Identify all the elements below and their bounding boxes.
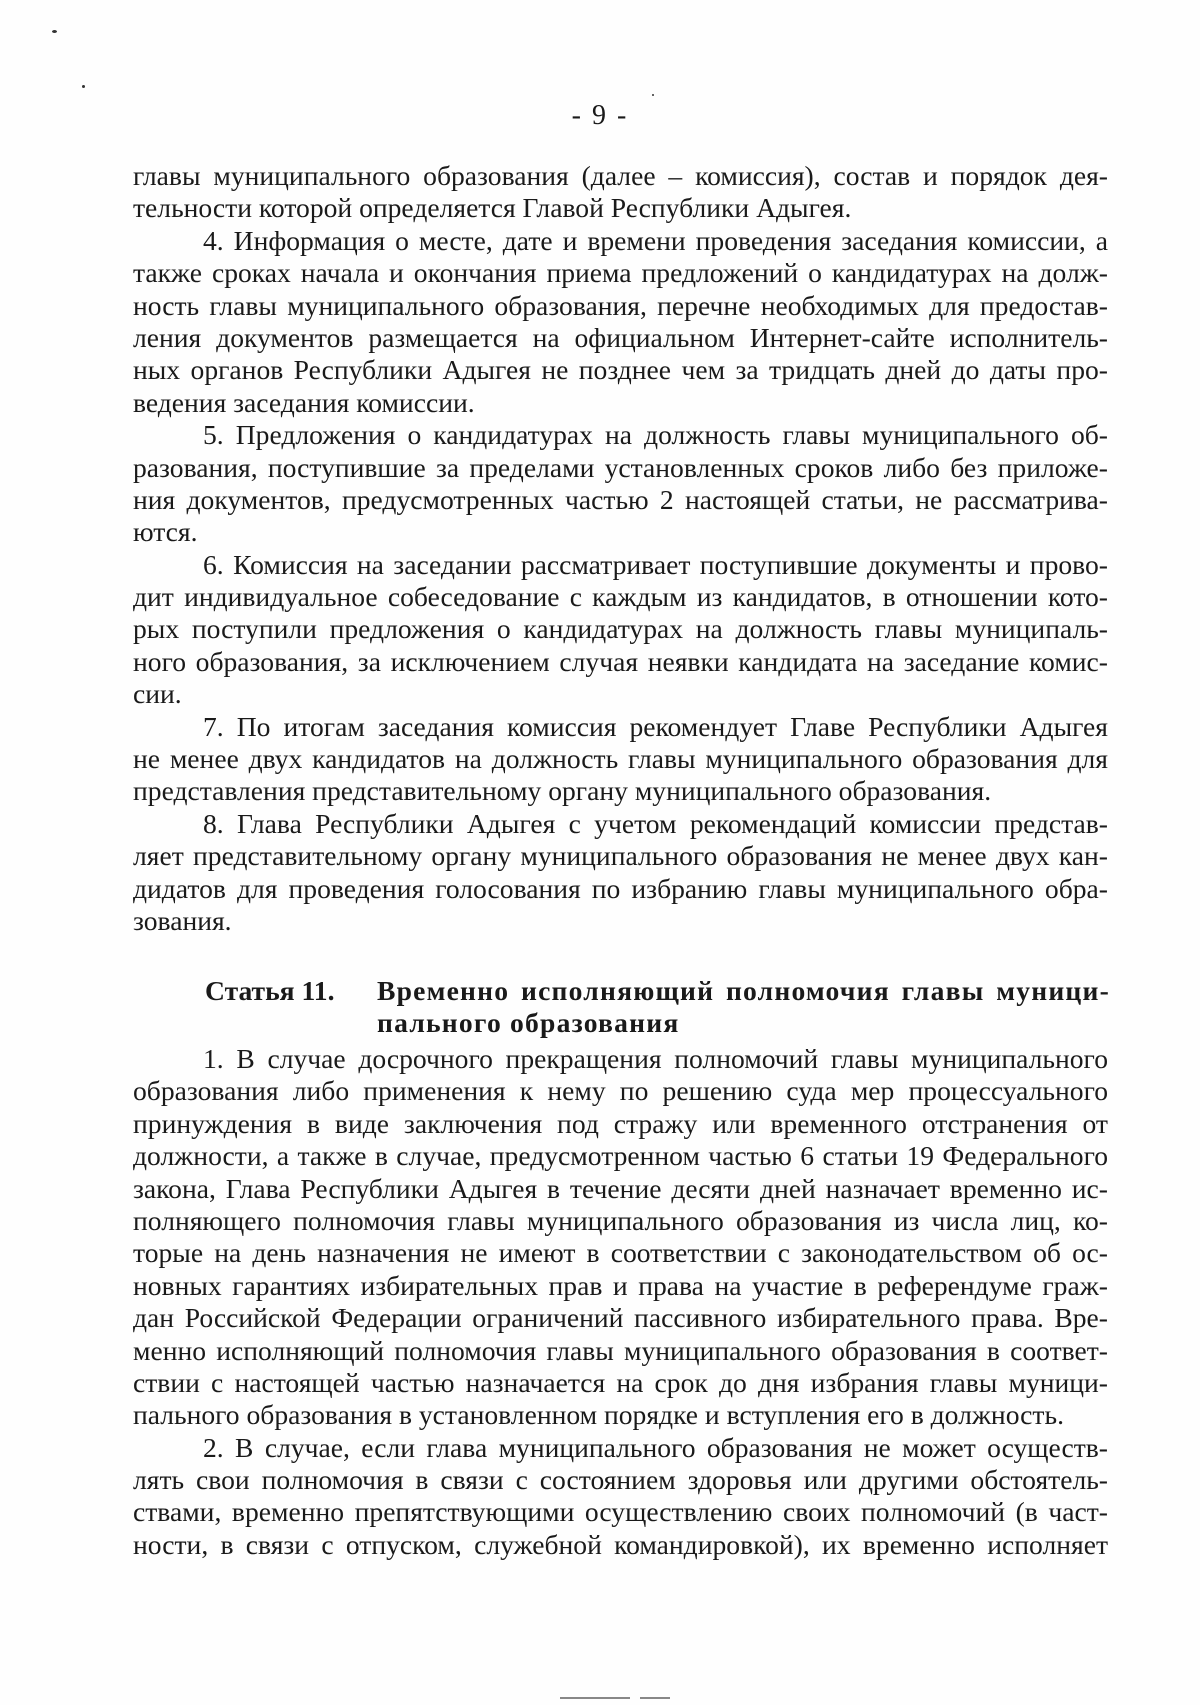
text-line: ного образования, за исключением случая неявки кандидата на заседание комис-: [133, 645, 1108, 677]
text-line: торые на день назначения не имеют в соответствии с законодательством об ос-: [133, 1237, 1108, 1269]
text-line: лять свои полномочия в связи с состоянием здоровья или другими обстоятель-: [133, 1464, 1108, 1496]
text-line: образования либо применения к нему по решению суда мер процессуального: [133, 1075, 1108, 1107]
text-line: пального образования в установленном порядке и вступления его в должность.: [133, 1399, 1064, 1431]
text-line: ния документов, предусмотренных частью 2 настоящей статьи, не рассматрива-: [133, 483, 1108, 515]
text-line: главы муниципального образования (далее – комиссия), состав и порядок дея-: [133, 160, 1108, 191]
text-line: ствами, временно препятствующими осуществлению своих полномочий (в част-: [133, 1496, 1108, 1528]
text-line: ствии с настоящей частью назначается на срок до дня избрания главы муници-: [133, 1366, 1108, 1398]
text-line: ности, в связи с отпуском, служебной командировкой), их временно исполняет: [133, 1528, 1108, 1560]
text-line: разования, поступившие за пределами установленных сроков либо без приложе-: [133, 451, 1108, 483]
text-line: принуждения в виде заключения под стражу или временного отстранения от: [133, 1107, 1108, 1139]
text-line: ляет представительному органу муниципального образования не менее двух кан-: [133, 840, 1108, 872]
scan-mark: [560, 1697, 630, 1699]
text-line: 1. В случае досрочного прекращения полномочий главы муниципального: [203, 1043, 1108, 1074]
text-line: новных гарантиях избирательных прав и права на участие в референдуме граж-: [133, 1269, 1108, 1301]
text-line: представления представительному органу муниципального образования.: [133, 775, 992, 807]
text-line: сии.: [133, 678, 182, 710]
body-text-lower: [133, 1043, 1108, 1561]
scan-speck: [652, 94, 654, 96]
text-line: 4. Информация о месте, дате и времени проведения заседания комиссии, а: [203, 224, 1108, 256]
text-line: ления документов размещается на официальном Интернет-сайте исполнитель-: [133, 321, 1108, 353]
text-line: зования.: [133, 904, 232, 936]
text-line: должности, а также в случае, предусмотренном частью 6 статьи 19 Федерального: [133, 1140, 1108, 1172]
scan-mark: [640, 1697, 670, 1699]
text-line: рых поступили предложения о кандидатурах на должность главы муниципаль-: [133, 613, 1108, 645]
article-label: Статья 11.: [205, 975, 335, 1006]
scan-speck: [82, 85, 85, 88]
text-line: полняющего полномочия главы муниципального образования из числа лиц, ко-: [133, 1204, 1108, 1236]
text-line: также сроках начала и окончания приема предложений о кандидатурах на долж-: [133, 257, 1108, 289]
text-line: тельности которой определяется Главой Республики Адыгея.: [133, 192, 852, 224]
text-line: 8. Глава Республики Адыгея с учетом рекомендаций комиссии представ-: [203, 807, 1108, 839]
text-line: дит индивидуальное собеседование с каждым из кандидатов, в отношении кото-: [133, 581, 1108, 613]
page-number: - 9 -: [571, 100, 629, 131]
text-line: Временно исполняющий полномочия главы муници-: [377, 975, 1110, 1006]
text-line: ность главы муниципального образования, перечне необходимых для предостав-: [133, 289, 1108, 321]
text-line: 7. По итогам заседания комиссия рекомендует Главе Республики Адыгея: [203, 710, 1108, 742]
text-line: ведения заседания комиссии.: [133, 386, 475, 418]
text-line: дан Российской Федерации ограничений пассивного избирательного права. Вре-: [133, 1302, 1108, 1334]
scan-speck: [52, 30, 57, 33]
body-text-upper: [133, 160, 1108, 937]
text-line: дидатов для проведения голосования по избранию главы муниципального обра-: [133, 872, 1108, 904]
text-line: менно исполняющий полномочия главы муниципального образования в соответ-: [133, 1334, 1108, 1366]
text-line: не менее двух кандидатов на должность главы муниципального образования для: [133, 743, 1108, 775]
text-line: закона, Глава Республики Адыгея в течение десяти дней назначает временно ис-: [133, 1172, 1108, 1204]
text-line: ются.: [133, 516, 198, 548]
text-line: 5. Предложения о кандидатурах на должность главы муниципального об-: [203, 419, 1108, 451]
text-line: пального образования: [377, 1007, 680, 1039]
text-line: ных органов Республики Адыгея не позднее чем за тридцать дней до даты про-: [133, 354, 1108, 386]
text-line: 2. В случае, если глава муниципального образования не может осуществ-: [203, 1431, 1108, 1463]
text-line: 6. Комиссия на заседании рассматривает поступившие документы и прово-: [203, 548, 1108, 580]
article-title: [377, 975, 1110, 1040]
